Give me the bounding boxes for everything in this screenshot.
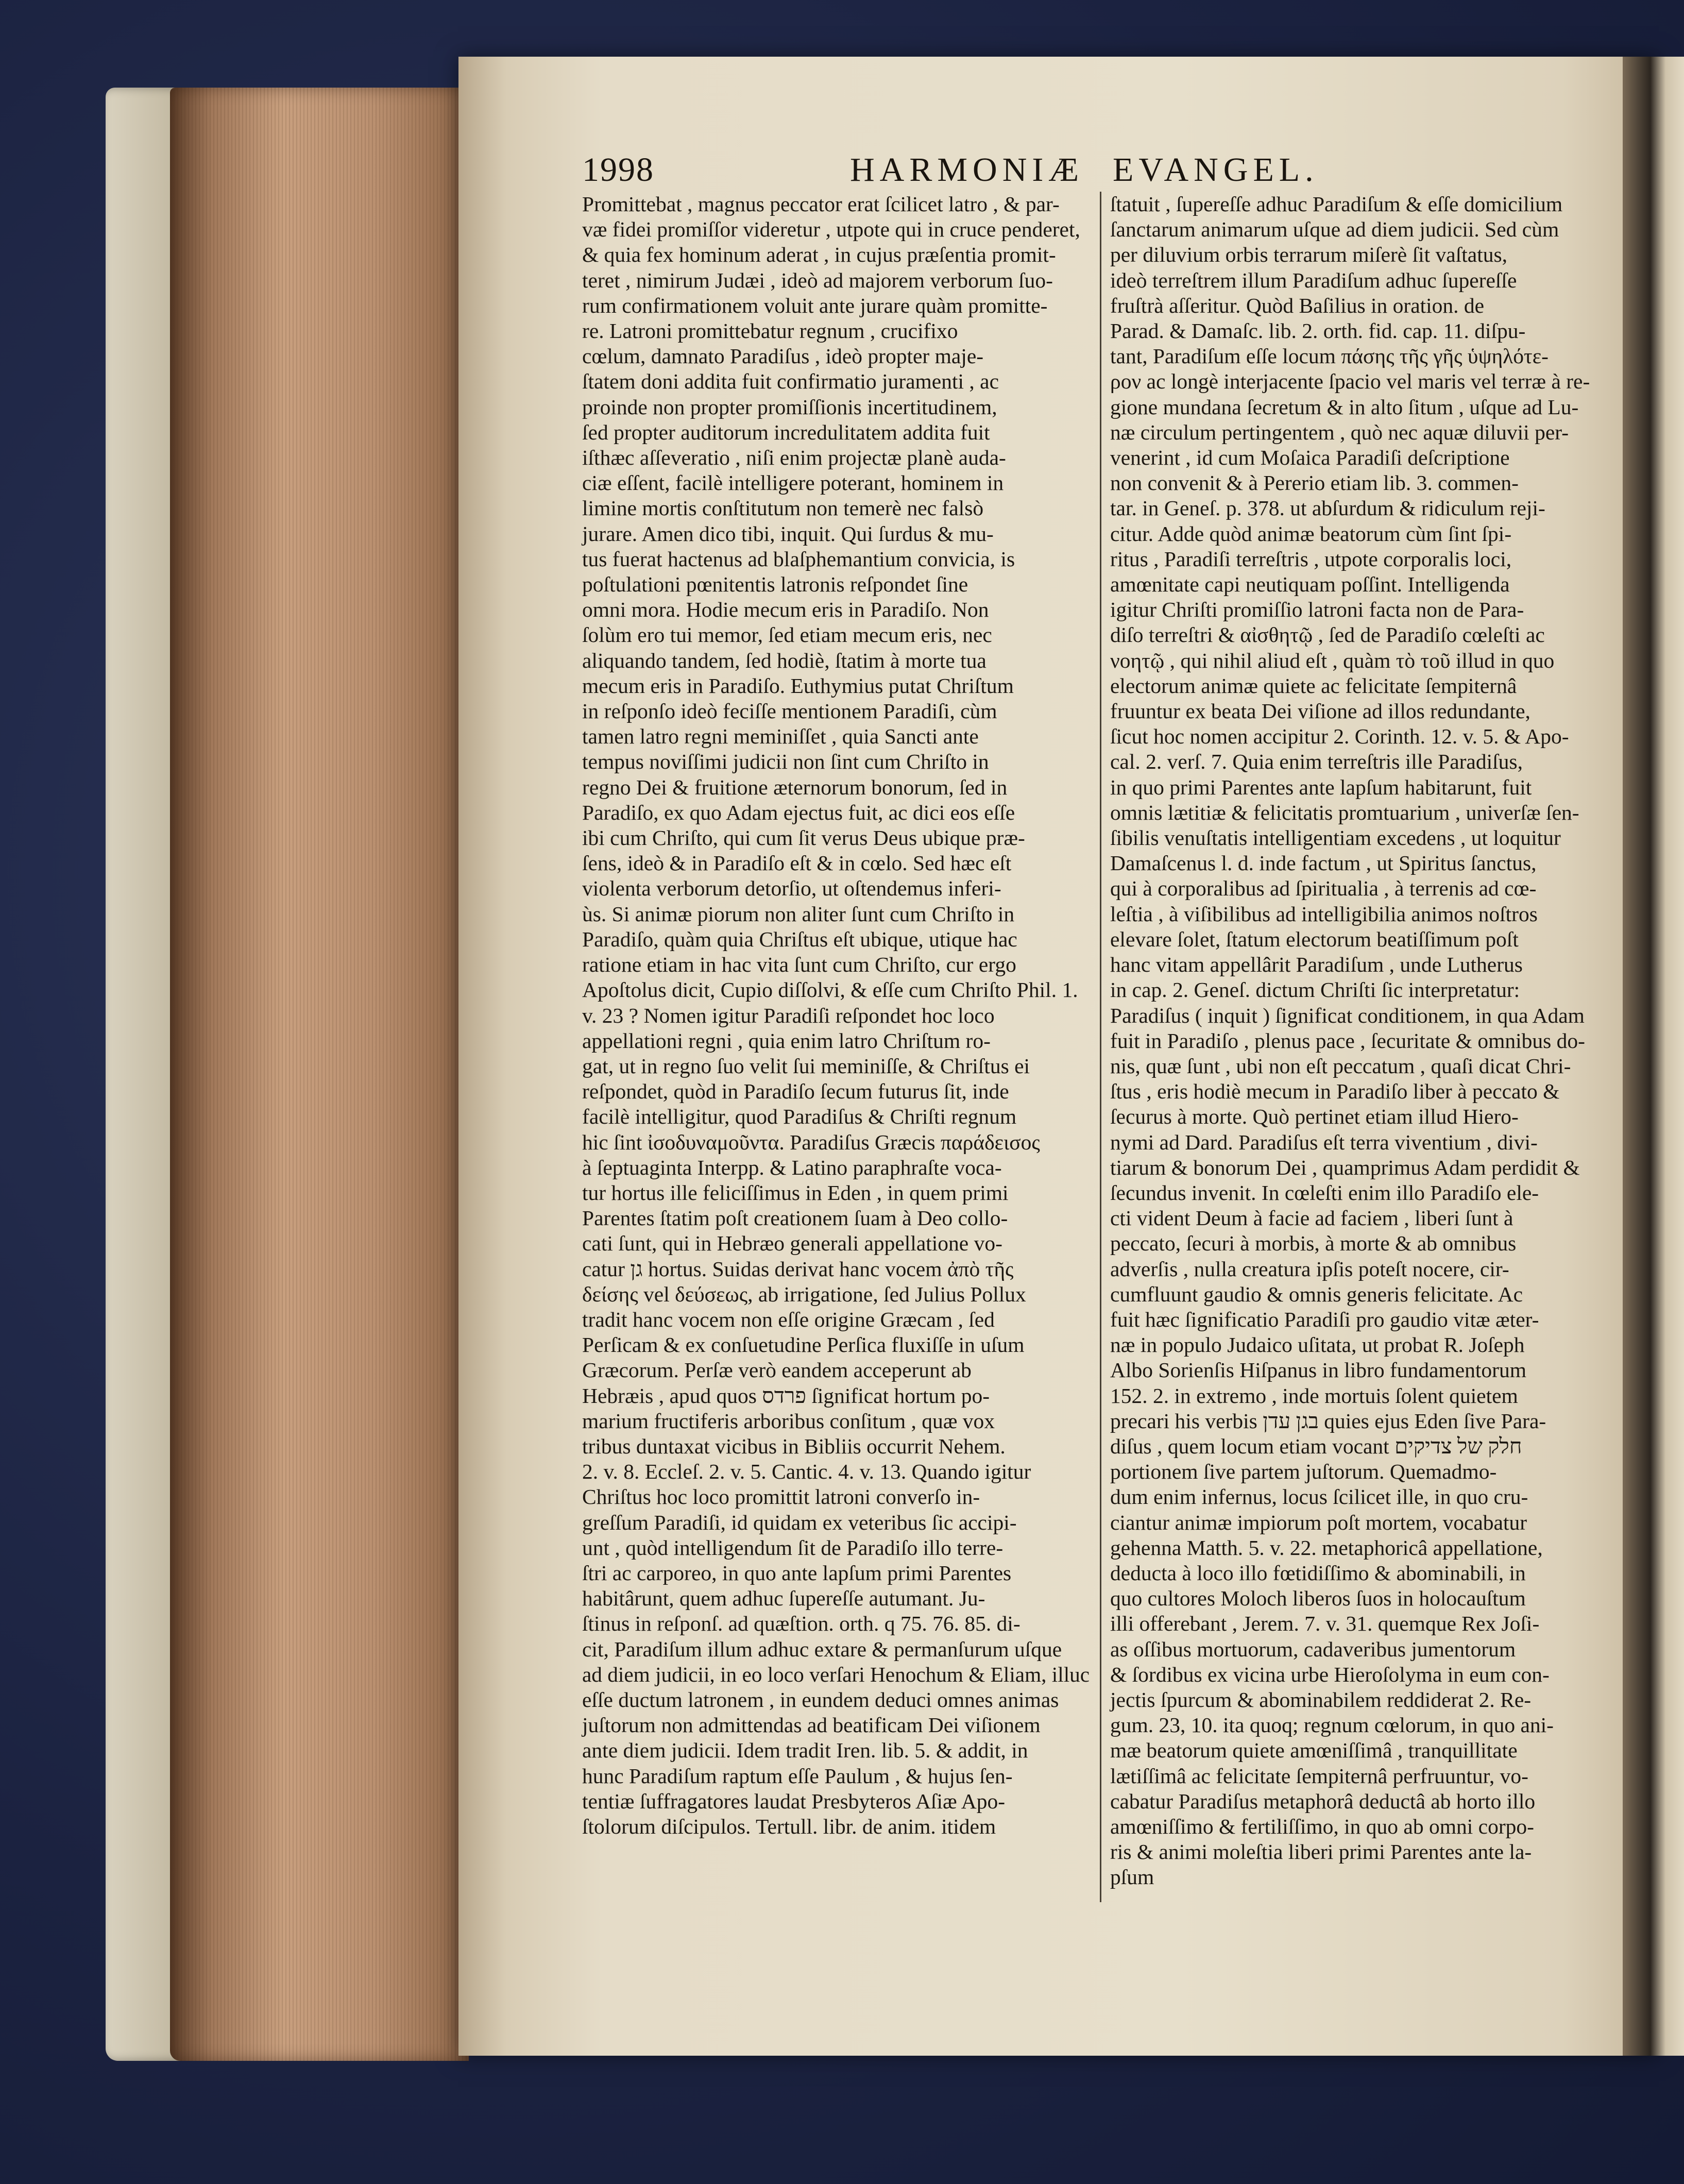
text-line: νοητῷ , qui nihil aliud eſt , quàm τὸ τοῦ illud in quo (1110, 648, 1555, 672)
text-line: quo cultores Moloch liberos ſuos in holocauſtum (1110, 1586, 1526, 1611)
text-line: Parad. & Damaſc. lib. 2. orth. fid. cap. 11. diſpu- (1110, 319, 1526, 343)
text-line: tus fuerat hactenus ad blaſphemantium convicia, is (582, 547, 1015, 571)
text-line: teret , nimirum Judæi , ideò ad majorem verborum ſuo- (582, 268, 1053, 292)
text-line: pſum (1110, 1865, 1154, 1889)
text-line: væ fidei promiſſor videretur , utpote qui in cruce penderet, (582, 217, 1080, 242)
text-line: per diluvium orbis terrarum miſerè ſit vaſtatus, (1110, 243, 1508, 267)
text-line: cumfluunt gaudio & omnis generis felicitate. Ac (1110, 1282, 1523, 1306)
text-line: ſtri ac carporeo, in quo ante lapſum primi Parentes (582, 1561, 1012, 1585)
text-line: ratione etiam in hac vita ſunt cum Chriſto, cur ergo (582, 953, 1016, 977)
text-line: diſo terreſtri & αἰσθητῷ , ſed de Paradiſo cœleſti ac (1110, 623, 1545, 647)
text-line: tribus duntaxat vicibus in Bibliis occurrit Nehem. (582, 1434, 1006, 1458)
page-number: 1998 (582, 151, 654, 189)
text-line: amœnitate capi neutiquam poſſint. Intelligenda (1110, 572, 1510, 597)
text-line: ad diem judicii, in eo loco verſari Henochum & Eliam, illuc (582, 1662, 1090, 1686)
text-line: Hebræis , apud quos פרדס ſignificat hortum po- (582, 1383, 990, 1408)
text-line: gat, ut in regno ſuo velit ſui meminiſſe, & Chriſtus ei (582, 1054, 1030, 1078)
text-line: poſtulationi pœnitentis latronis reſpondet ſine (582, 572, 968, 597)
text-line: næ in populo Judaico uſitata, ut probat R. Joſeph (1110, 1333, 1525, 1357)
text-line: ùs. Si animæ piorum non aliter ſunt cum Chriſto in (582, 902, 1015, 926)
text-line: deducta à loco illo fœtidiſſimo & abominabili, in (1110, 1561, 1526, 1585)
text-line: in reſponſo ideò feciſſe mentionem Paradiſi, cùm (582, 699, 997, 723)
text-line: cœlum, damnato Paradiſus , ideò propter maje- (582, 344, 984, 368)
text-line: appellationi regni , quia enim latro Chriſtum ro- (582, 1028, 991, 1053)
text-line: proinde non propter promiſſionis incertitudinem, (582, 395, 997, 419)
text-line: ſicut hoc nomen accipitur 2. Corinth. 12. v. 5. & Apo- (1110, 724, 1569, 749)
text-line: cit, Paradiſum illum adhuc extare & permanſurum uſque (582, 1637, 1062, 1661)
text-line: aliquando tandem, ſed hodiè, ſtatim à morte tua (582, 648, 986, 672)
text-line: ſolùm ero tui memor, ſed etiam mecum eris, nec (582, 623, 992, 647)
text-line: fuit hæc ſignificatio Paradiſi pro gaudio vitæ æter- (1110, 1307, 1539, 1331)
text-line: electorum animæ quiete ac felicitate ſempiternâ (1110, 673, 1517, 698)
text-line: jectis ſpurcum & abominabilem reddiderat 2. Re- (1110, 1687, 1532, 1712)
text-line: mæ beatorum quiete amœniſſimâ , tranquillitate (1110, 1738, 1518, 1763)
text-line: nis, quæ ſunt , ubi non eſt peccatum , quaſi dicat Chri- (1110, 1054, 1571, 1078)
text-line: fuit in Paradiſo , plenus pace , ſecuritate & omnibus do- (1110, 1028, 1585, 1053)
text-line: re. Latroni promittebatur regnum , crucifixo (582, 319, 958, 343)
text-line: ſtolorum diſcipulos. Tertull. libr. de anim. itidem (582, 1815, 996, 1838)
text-column-left (582, 192, 1090, 1839)
text-line: portionem ſive partem juſtorum. Quemadmo- (1110, 1460, 1497, 1484)
text-line: tiarum & bonorum Dei , quamprimus Adam perdidit & (1110, 1155, 1580, 1179)
text-line: & ſordibus ex vicina urbe Hieroſolyma in eum con- (1110, 1662, 1550, 1686)
text-line: violenta verborum detorſio, ut oſtendemus inferi- (582, 876, 1001, 901)
text-line: iſthæc aſſeveratio , niſi enim projectæ planè auda- (582, 446, 1006, 470)
text-line: ſed propter auditorum incredulitatem addita fuit (582, 420, 990, 444)
book-gutter (1623, 57, 1684, 2056)
text-line: ciantur animæ impiorum poſt mortem, vocabatur (1110, 1510, 1527, 1534)
text-line: rum confirmationem voluit ante jurare quàm promitte- (582, 293, 1048, 317)
text-line: ideò terreſtrem illum Paradiſum adhuc ſupereſſe (1110, 268, 1517, 292)
text-line: dum enim infernus, locus ſcilicet ille, in quo cru- (1110, 1485, 1528, 1509)
text-line: ſecurus à morte. Quò pertinet etiam illud Hiero- (1110, 1105, 1519, 1129)
text-line: ſtinus in reſponſ. ad quæſtion. orth. q 75. 76. 85. di- (582, 1612, 1020, 1636)
text-line: Promittebat , magnus peccator erat ſcilicet latro , & par- (582, 192, 1060, 216)
column-rule (1100, 192, 1101, 1902)
text-line: precari his verbis בגן עדן quies ejus Eden ſive Para- (1110, 1409, 1546, 1433)
text-line: cati ſunt, qui in Hebræo generali appellatione vo- (582, 1231, 1002, 1256)
text-line: leſtia , à viſibilibus ad intelligibilia animos noſtros (1110, 902, 1538, 926)
text-line: fruſtrà aſſeritur. Quòd Baſilius in oration. de (1110, 293, 1485, 317)
text-line: citur. Adde quòd animæ beatorum cùm ſint ſpi- (1110, 521, 1512, 546)
text-line: 2. v. 8. Eccleſ. 2. v. 5. Cantic. 4. v. 13. Quando igitur (582, 1460, 1031, 1484)
text-line: fruuntur ex beata Dei viſione ad illos redundante, (1110, 699, 1530, 723)
text-line: ritus , Paradiſi terreſtris , utpote corporalis loci, (1110, 547, 1512, 571)
text-line: unt , quòd intelligendum ſit de Paradiſo illo terre- (582, 1535, 1003, 1560)
text-line: ſecundus invenit. In cœleſti enim illo Paradiſo ele- (1110, 1180, 1539, 1205)
text-line: hunc Paradiſum raptum eſſe Paulum , & hujus ſen- (582, 1764, 1013, 1788)
text-line: à ſeptuaginta Interpp. & Latino paraphraſte voca- (582, 1155, 1002, 1179)
text-line: lætiſſimâ ac felicitate ſempiternâ perfruuntur, vo- (1110, 1764, 1528, 1788)
text-line: ante diem judicii. Idem tradit Iren. lib. 5. & addit, in (582, 1738, 1028, 1763)
text-line: nymi ad Dard. Paradiſus eſt terra viventium , divi- (1110, 1130, 1538, 1154)
text-line: v. 23 ? Nomen igitur Paradiſi reſpondet hoc loco (582, 1003, 995, 1027)
text-line: gehenna Matth. 5. v. 22. metaphoricâ appellatione, (1110, 1535, 1543, 1560)
text-line: ibi cum Chriſto, qui cum ſit verus Deus ubique præ- (582, 826, 1025, 850)
text-line: in quo primi Parentes ante lapſum habitarunt, fuit (1110, 775, 1532, 799)
text-line: marium fructiferis arboribus conſitum , quæ vox (582, 1409, 995, 1433)
text-line: juſtorum non admittendas ad beatificam Dei viſionem (582, 1713, 1041, 1737)
text-line: greſſum Paradiſi, id quidam ex veteribus ſic accipi- (582, 1510, 1017, 1534)
running-title-left: HARMONIÆ (850, 151, 1084, 189)
text-line: Parentes ſtatim poſt creationem ſuam à Deo collo- (582, 1206, 1008, 1230)
text-line: qui à corporalibus ad ſpiritualia , à terrenis ad cœ- (1110, 876, 1537, 901)
text-line: næ circulum pertingentem , quò nec aquæ diluvii per- (1110, 420, 1569, 444)
text-line: venerint , id cum Moſaica Paradiſi deſcriptione (1110, 446, 1510, 470)
text-line: ρον ac longè interjacente ſpacio vel maris vel terræ à re- (1110, 369, 1590, 394)
text-line: ciæ eſſent, facilè intelligere poterant, hominem in (582, 471, 1004, 495)
text-line: reſpondet, quòd in Paradiſo ſecum futurus ſit, inde (582, 1079, 1009, 1104)
text-line: Apoſtolus dicit, Cupio diſſolvi, & eſſe cum Chriſto Phil. 1. (582, 978, 1078, 1002)
text-line: hanc vitam appellârit Paradiſum , unde Lutherus (1110, 953, 1523, 977)
text-line: jurare. Amen dico tibi, inquit. Qui ſurdus & mu- (582, 521, 994, 546)
text-line: ſtatem doni addita fuit confirmatio juramenti , ac (582, 369, 999, 394)
text-line: tar. in Geneſ. p. 378. ut abſurdum & ridiculum reji- (1110, 496, 1545, 520)
text-line: habitârunt, quem adhuc ſupereſſe autumant. Ju- (582, 1586, 985, 1611)
text-line: cabatur Paradiſus metaphorâ deductâ ab horto illo (1110, 1789, 1536, 1813)
text-line: tentiæ ſuffragatores laudat Presbyteros Aſiæ Apo- (582, 1789, 1006, 1813)
text-line: igitur Chriſti promiſſio latroni facta non de Para- (1110, 598, 1524, 622)
text-line: Græcorum. Perſæ verò eandem acceperunt ab (582, 1358, 972, 1382)
text-line: Paradiſo, quàm quia Chriſtus eſt ubique, utique hac (582, 927, 1017, 951)
text-line: facilè intelligitur, quod Paradiſus & Chriſti regnum (582, 1105, 1017, 1129)
text-line: & quia fex hominum aderat , in cujus præſentia promit- (582, 243, 1056, 267)
text-line: eſſe ductum latronem , in eundem deduci omnes animas (582, 1687, 1059, 1712)
text-line: in cap. 2. Geneſ. dictum Chriſti ſic interpretatur: (1110, 978, 1520, 1002)
text-line: tamen latro regni meminiſſet , quia Sancti ante (582, 724, 979, 749)
text-line: tradit hanc vocem non eſſe origine Græcam , ſed (582, 1307, 995, 1331)
text-line: Paradiſo, ex quo Adam ejectus fuit, ac dici eos eſſe (582, 800, 1015, 824)
text-line: elevare ſolet, ſtatum electorum beatiſſimum poſt (1110, 927, 1519, 951)
text-line: Chriſtus hoc loco promittit latroni converſo in- (582, 1485, 980, 1509)
text-line: Albo Sorienſis Hiſpanus in libro fundamentorum (1110, 1358, 1527, 1382)
text-line: amœniſſimo & fertiliſſimo, in quo ab omni corpo- (1110, 1815, 1534, 1838)
text-line: ſtus , eris hodiè mecum in Paradiſo liber à peccato & (1110, 1079, 1560, 1104)
text-line: ſibilis venuſtatis intelligentiam excedens , ut loquitur (1110, 826, 1561, 850)
text-line: 152. 2. in extremo , inde mortuis ſolent quietem (1110, 1383, 1518, 1408)
text-line: Damaſcenus l. d. inde factum , ut Spiritus ſanctus, (1110, 851, 1537, 875)
text-line: catur גן hortus. Suidas derivat hanc vocem ἀπὸ τῆς (582, 1257, 1014, 1281)
text-line: tempus noviſſimi judicii non ſint cum Chriſto in (582, 750, 989, 774)
text-line: tur hortus ille feliciſſimus in Eden , in quem primi (582, 1180, 1009, 1205)
text-line: omni mora. Hodie mecum eris in Paradiſo. Non (582, 598, 989, 622)
text-line: ris & animi moleſtia liberi primi Parentes ante la- (1110, 1840, 1532, 1864)
text-line: mecum eris in Paradiſo. Euthymius putat Chriſtum (582, 673, 1014, 698)
text-line: peccato, ſecuri à morbis, à morte & ab omnibus (1110, 1231, 1517, 1256)
running-title-right: EVANGEL. (1113, 151, 1319, 189)
text-line: limine mortis conſtitutum non temerè nec falsò (582, 496, 984, 520)
text-line: cal. 2. verſ. 7. Quia enim terreſtris ille Paradiſus, (1110, 750, 1523, 774)
text-line: Perſicam & ex conſuetudine Perſica fluxiſſe in uſum (582, 1333, 1025, 1357)
text-line: regno Dei & fruitione æternorum bonorum, ſed in (582, 775, 1008, 799)
text-line: tant, Paradiſum eſſe locum πάσης τῆς γῆς ὑψηλότε- (1110, 344, 1549, 368)
text-line: ſanctarum animarum uſque ad diem judicii. Sed cùm (1110, 217, 1559, 242)
text-line: gione mundana ſecretum & in alto ſitum , uſque ad Lu- (1110, 395, 1579, 419)
text-line: cti vident Deum à facie ad faciem , liberi ſunt à (1110, 1206, 1513, 1230)
text-line: hic ſint ἰσοδυναμοῦντα. Paradiſus Græcis παράδεισος (582, 1130, 1040, 1154)
text-line: illi offerebant , Jerem. 7. v. 31. quemque Rex Joſi- (1110, 1612, 1540, 1636)
text-line: omnis lætitiæ & felicitatis promtuarium , univerſæ ſen- (1110, 800, 1579, 824)
text-column-right (1110, 192, 1607, 1890)
text-line: adverſis , nulla creatura ipſis poteſt nocere, cir- (1110, 1257, 1509, 1281)
text-line: δείσης vel δεύσεως, ab irrigatione, ſed Julius Pollux (582, 1282, 1026, 1306)
text-line: ſens, ideò & in Paradiſo eſt & in cœlo. Sed hæc eſt (582, 851, 1012, 875)
text-line: diſus , quem locum etiam vocant חלק של צדיקים (1110, 1434, 1522, 1458)
text-line: Paradiſus ( inquit ) ſignificat conditionem, in qua Adam (1110, 1003, 1585, 1027)
text-line: as oſſibus mortuorum, cadaveribus jumentorum (1110, 1637, 1516, 1661)
text-line: gum. 23, 10. ita quoq; regnum cœlorum, in quo ani- (1110, 1713, 1554, 1737)
page-block-edges (170, 88, 469, 2061)
text-line: non convenit & à Pererio etiam lib. 3. commen- (1110, 471, 1519, 495)
text-line: ſtatuit , ſupereſſe adhuc Paradiſum & eſſe domicilium (1110, 192, 1563, 216)
